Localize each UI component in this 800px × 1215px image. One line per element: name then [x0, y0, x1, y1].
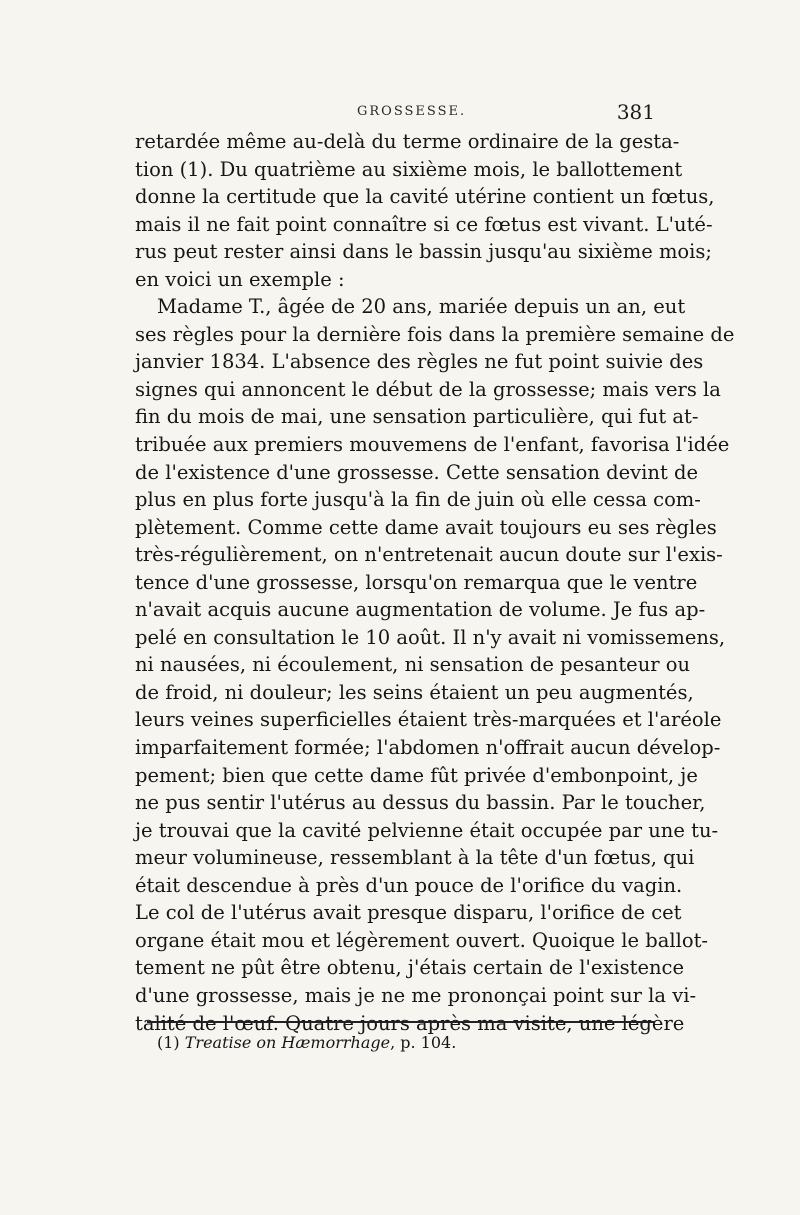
text-line: signes qui annoncent le début de la grossesse; mais vers la	[135, 377, 721, 401]
text-line: tribuée aux premiers mouvemens de l'enfant, favorisa l'idée	[135, 433, 730, 457]
text-line: talité de l'œuf. Quatre jours après ma visite, une légère	[135, 1011, 685, 1035]
text-line: tence d'une grossesse, lorsqu'on remarqua que le ventre	[135, 570, 698, 594]
text-line: de l'existence d'une grossesse. Cette sensation devint de	[135, 460, 699, 484]
text-line: je trouvai que la cavité pelvienne était occupée par une tu-	[135, 818, 719, 842]
text-line: tement ne pût être obtenu, j'étais certain de l'existence	[135, 956, 685, 980]
footnote-page-ref: , p. 104.	[390, 1033, 457, 1052]
text-line: donne la certitude que la cavité utérine contient un fœtus,	[135, 185, 715, 209]
text-line: rus peut rester ainsi dans le bassin jusqu'au sixième mois;	[135, 240, 712, 264]
text-line: d'une grossesse, mais je ne me prononçai point sur la vi-	[135, 983, 697, 1007]
text-line: était descendue à près d'un pouce de l'orifice du vagin.	[135, 873, 683, 897]
footnote	[157, 1032, 655, 1054]
footnote-rule	[147, 1021, 655, 1023]
text-line: plus en plus forte jusqu'à la fin de juin où elle cessa com-	[135, 488, 701, 512]
body-text	[135, 128, 735, 1037]
text-line: retardée même au-delà du terme ordinaire de la gesta-	[135, 130, 680, 153]
text-line: mais il ne fait point connaître si ce fœtus est vivant. L'uté-	[135, 212, 713, 236]
text-line: n'avait acquis aucune augmentation de volume. Je fus ap-	[135, 598, 706, 622]
text-line: pelé en consultation le 10 août. Il n'y avait ni vomissemens,	[135, 625, 726, 649]
text-line: Le col de l'utérus avait presque disparu, l'orifice de cet	[135, 901, 682, 925]
text-line: de froid, ni douleur; les seins étaient un peu augmentés,	[135, 680, 694, 704]
footnote-marker: (1)	[157, 1033, 185, 1052]
text-line: organe était mou et légèrement ouvert. Quoique le ballot-	[135, 928, 709, 952]
text-line: imparfaitement formée; l'abdomen n'offrait aucun dévelop-	[135, 736, 721, 760]
text-line: ne pus sentir l'utérus au dessus du bassin. Par le toucher,	[135, 791, 706, 815]
text-line: meur volumineuse, ressemblant à la tête d'un fœtus, qui	[135, 846, 695, 870]
text-line: tion (1). Du quatrième au sixième mois, le ballottement	[135, 157, 683, 181]
text-line: fin du mois de mai, une sensation particulière, qui fut at-	[135, 405, 699, 429]
text-line: ni nausées, ni écoulement, ni sensation de pesanteur ou	[135, 653, 691, 677]
text-line: janvier 1834. L'absence des règles ne fut point suivie des	[135, 350, 704, 374]
text-line: ses règles pour la dernière fois dans la première semaine de	[135, 322, 735, 346]
footnote-title: Treatise on Hæmorrhage	[184, 1033, 391, 1052]
text-line: en voici un exemple :	[135, 267, 345, 291]
text-line: plètement. Comme cette dame avait toujours eu ses règles	[135, 515, 717, 539]
text-line: pement; bien que cette dame fût privée d'embonpoint, je	[135, 763, 698, 787]
page-number: 381	[616, 100, 655, 124]
text-line: leurs veines superficielles étaient très-marquées et l'aréole	[135, 708, 722, 732]
page-header	[135, 100, 655, 128]
text-line: très-régulièrement, on n'entretenait aucun doute sur l'exis-	[135, 543, 723, 567]
text-line: Madame T., âgée de 20 ans, mariée depuis un an, eut	[157, 295, 686, 319]
running-head: GROSSESSE.	[357, 104, 467, 119]
